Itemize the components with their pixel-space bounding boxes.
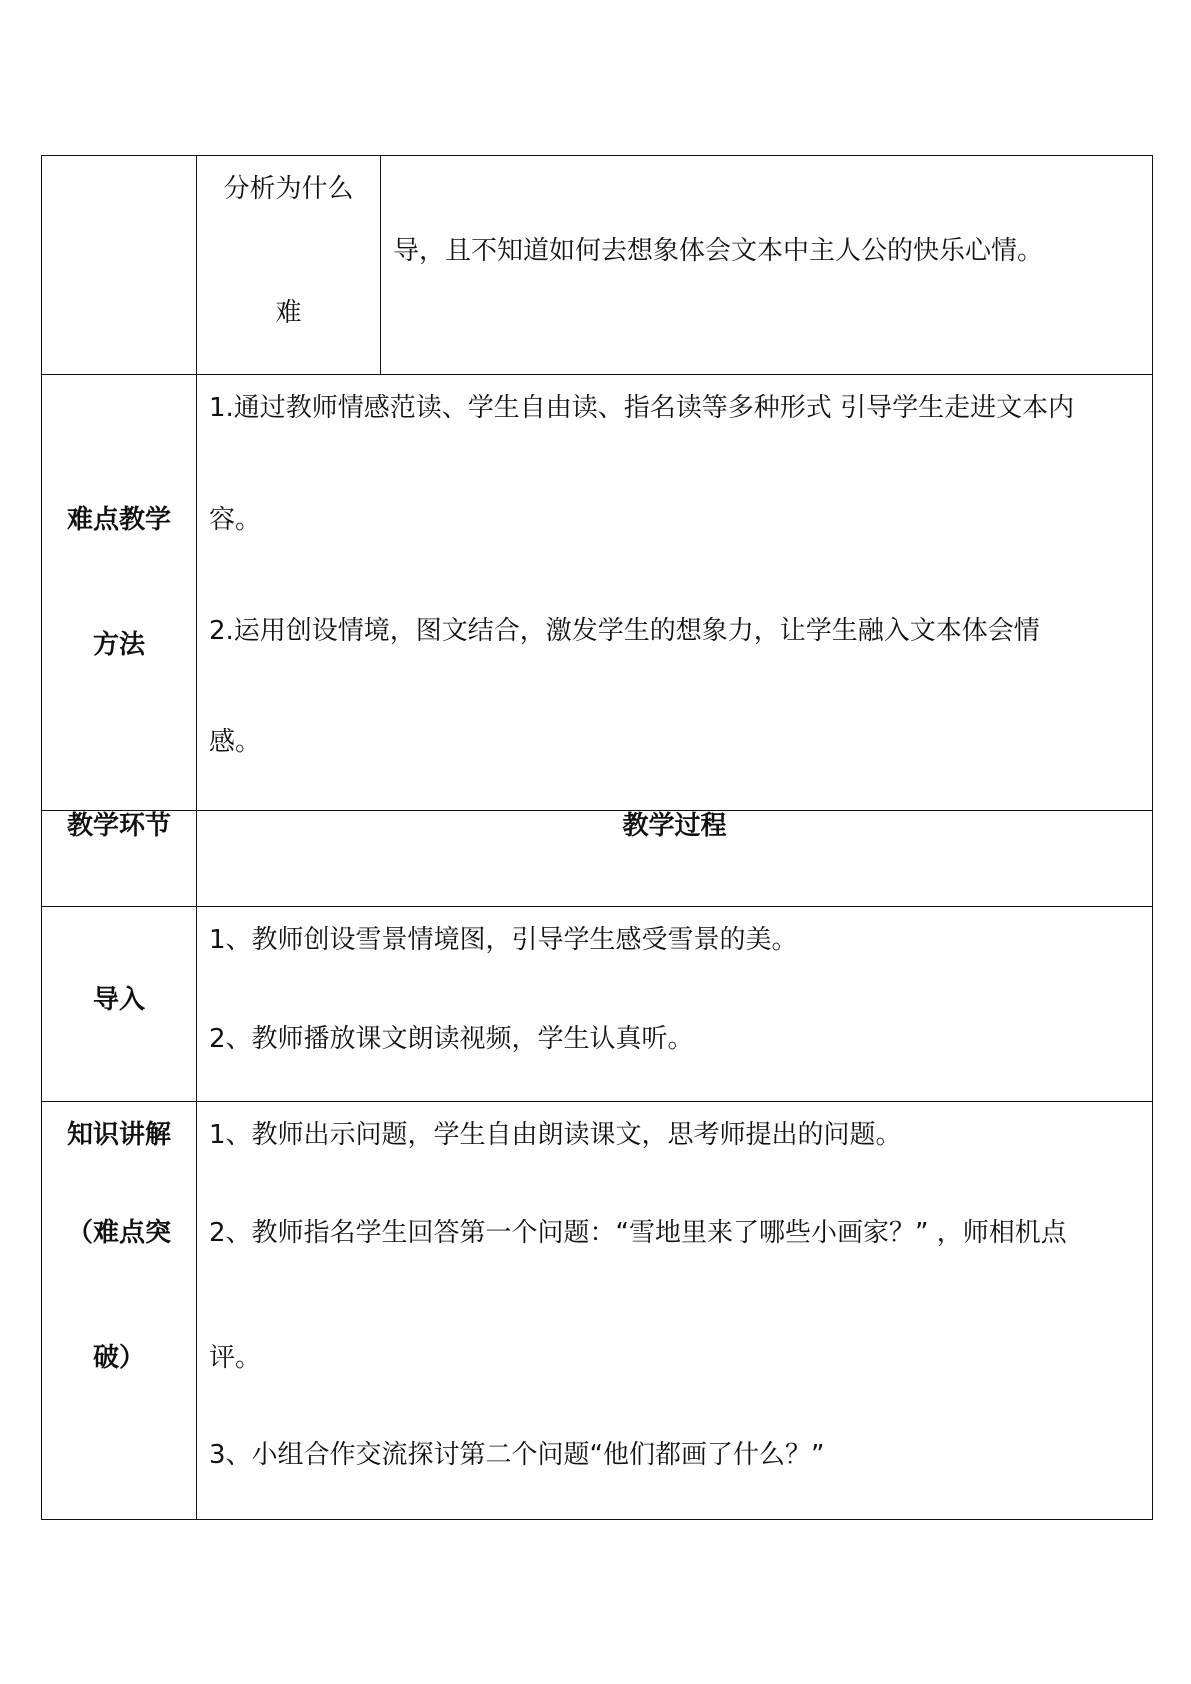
intro-label-cell bbox=[42, 907, 197, 1102]
difficulty-analysis-label-line2: 难 bbox=[275, 298, 302, 328]
knowledge-label-line3: 破） bbox=[92, 1343, 145, 1373]
knowledge-line-1: 1、教师出示问题，学生自由朗读课文，思考师提出的问题。 bbox=[209, 1120, 902, 1150]
method-label-cell bbox=[42, 375, 197, 811]
intro-line-2: 2、教师播放课文朗读视频，学生认真听。 bbox=[209, 1024, 694, 1054]
knowledge-label-line2: （难点突 bbox=[66, 1218, 171, 1248]
table-row bbox=[42, 156, 1153, 375]
teaching-stage-header: 教学环节 bbox=[42, 811, 197, 907]
table-row bbox=[42, 375, 1153, 811]
knowledge-label-cell bbox=[42, 1102, 197, 1520]
knowledge-content-cell bbox=[197, 1102, 1153, 1520]
difficulty-analysis-label-cell bbox=[197, 156, 381, 375]
method-content-cell bbox=[197, 375, 1153, 811]
intro-label: 导入 bbox=[92, 985, 145, 1015]
table-row bbox=[42, 907, 1153, 1102]
intro-line-1: 1、教师创设雪景情境图，引导学生感受雪景的美。 bbox=[209, 925, 798, 955]
method-label-line2: 方法 bbox=[92, 630, 145, 660]
intro-content-cell bbox=[197, 907, 1153, 1102]
knowledge-line-4: 3、小组合作交流探讨第二个问题“他们都画了什么？” bbox=[209, 1440, 825, 1470]
method-line-1: 1.通过教师情感范读、学生自由读、指名读等多种形式 引导学生走进文本内 bbox=[209, 393, 1075, 423]
method-label-line1: 难点教学 bbox=[66, 505, 171, 535]
difficulty-analysis-text-cell bbox=[381, 156, 1153, 375]
method-line-2: 容。 bbox=[209, 505, 262, 535]
knowledge-line-3: 评。 bbox=[209, 1343, 262, 1373]
knowledge-line-2: 2、教师指名学生回答第一个问题：“雪地里来了哪些小画家？” ，师相机点 bbox=[209, 1218, 1067, 1248]
difficulty-analysis-text: 导，且不知道如何去想象体会文本中主人公的快乐心情。 bbox=[393, 236, 1044, 266]
empty-label-cell bbox=[42, 156, 197, 375]
table-row bbox=[42, 1102, 1153, 1520]
lesson-plan-table bbox=[41, 155, 1153, 1520]
teaching-process-header: 教学过程 bbox=[197, 811, 1153, 907]
method-line-3: 2.运用创设情境，图文结合，激发学生的想象力，让学生融入文本体会情 bbox=[209, 616, 1040, 646]
knowledge-label-line1: 知识讲解 bbox=[66, 1120, 171, 1150]
table-row bbox=[42, 811, 1153, 907]
difficulty-analysis-label-line1: 分析为什么 bbox=[223, 174, 354, 204]
method-line-4: 感。 bbox=[209, 727, 262, 757]
